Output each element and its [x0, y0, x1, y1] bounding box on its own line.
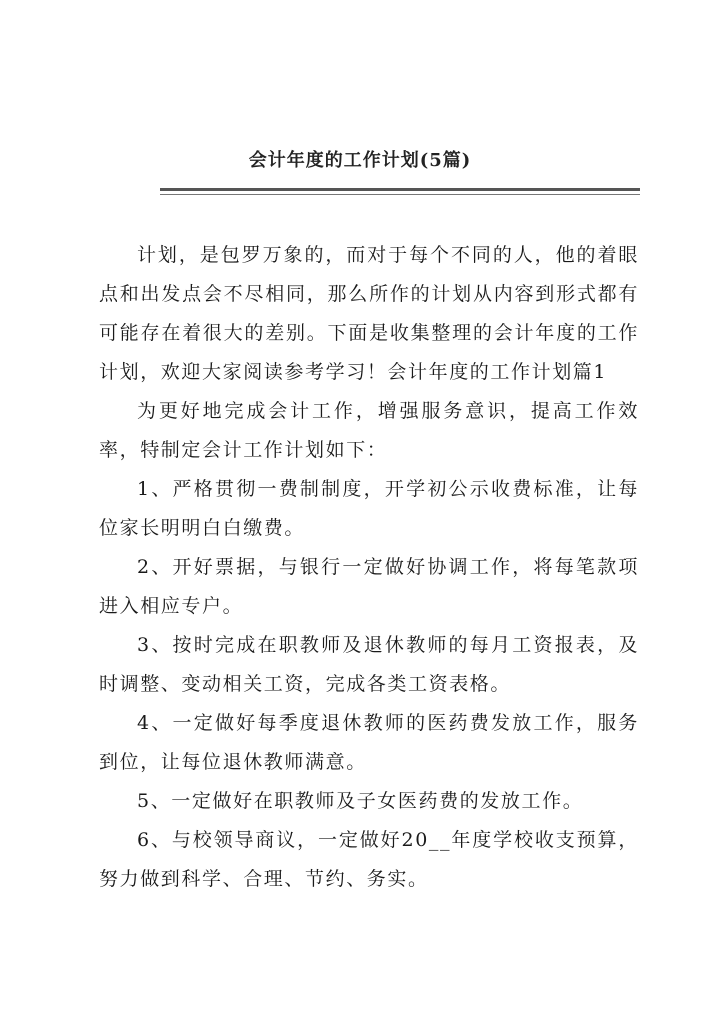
plan-item-6: 6、与校领导商议，一定做好20__年度学校收支预算，努力做到科学、合理、节约、务实。 [99, 829, 639, 890]
document-body [99, 236, 639, 899]
title-divider-thin [160, 194, 640, 195]
plan-item-2: 2、开好票据，与银行一定做好协调工作，将每笔款项进入相应专户。 [99, 556, 639, 617]
plan-item-1: 1、严格贯彻一费制制度，开学初公示收费标准，让每位家长明明白白缴费。 [99, 478, 639, 539]
plan-item-4: 4、一定做好每季度退休教师的医药费发放工作，服务到位，让每位退休教师满意。 [99, 712, 639, 773]
intro-paragraph: 计划，是包罗万象的，而对于每个不同的人，他的着眼点和出发点会不尽相同，那么所作的计划从内容到形式都有可能存在着很大的差别。下面是收集整理的会计年度的工作计划，欢迎大家阅读参考学习！会计年度的工作计划篇1 [99, 244, 639, 383]
plan-item-3: 3、按时完成在职教师及退休教师的每月工资报表，及时调整、变动相关工资，完成各类工资表格。 [99, 634, 639, 695]
document-title: 会计年度的工作计划(5篇) [248, 150, 472, 171]
plan-intro-paragraph: 为更好地完成会计工作，增强服务意识，提高工作效率，特制定会计工作计划如下： [99, 400, 639, 461]
title-divider-thick [160, 188, 640, 191]
plan-item-5: 5、一定做好在职教师及子女医药费的发放工作。 [137, 790, 584, 812]
